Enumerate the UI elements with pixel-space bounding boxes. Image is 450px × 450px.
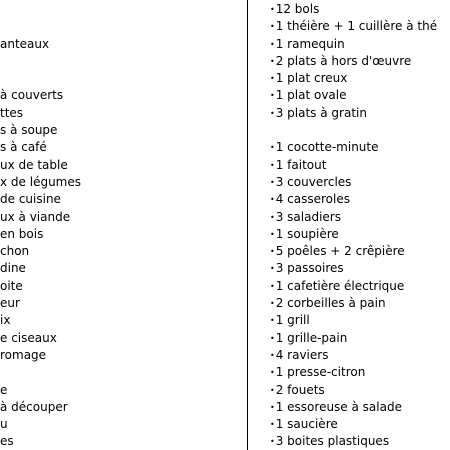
right-list-item <box>270 364 450 381</box>
left-list-item <box>0 157 240 174</box>
right-list-item <box>270 53 450 70</box>
right-list-spacer <box>270 122 450 139</box>
bullet-icon: • <box>270 437 275 447</box>
left-list-item-text: x de légumes <box>0 174 81 189</box>
left-list-item <box>0 433 240 450</box>
bullet-icon: • <box>270 264 275 274</box>
right-list-item <box>270 330 450 347</box>
right-list-item <box>270 87 450 104</box>
left-list-item <box>0 174 240 191</box>
right-list-item <box>270 157 450 174</box>
right-list-item <box>270 399 450 416</box>
left-list-item-text: e ciseaux <box>0 330 57 345</box>
left-list-item <box>0 36 240 53</box>
right-list-item-text: 3 passoires <box>275 261 344 276</box>
bullet-icon: • <box>270 177 275 187</box>
bullet-icon: • <box>270 385 275 395</box>
bullet-icon: • <box>270 108 275 118</box>
left-list-item <box>0 243 240 260</box>
right-list-item <box>270 416 450 433</box>
left-list-item-text: s à café <box>0 140 47 155</box>
left-list-item-text: eur <box>0 296 20 311</box>
left-list-item-text: de cuisine <box>0 192 61 207</box>
left-list-item <box>0 278 240 295</box>
right-list-item-text: 2 fouets <box>275 382 325 397</box>
right-list-item <box>270 278 450 295</box>
left-list-item-text: s à soupe <box>0 123 58 138</box>
right-list-item <box>270 105 450 122</box>
left-list-item-text: en bois <box>0 226 44 241</box>
left-list-item <box>0 87 240 104</box>
bullet-icon: • <box>270 333 275 343</box>
left-list-item <box>0 312 240 329</box>
right-list-item <box>270 382 450 399</box>
right-list-item <box>270 36 450 53</box>
right-list-item-text: 1 plat ovale <box>275 88 347 103</box>
right-list-item-text: 4 casseroles <box>275 192 350 207</box>
left-list-spacer <box>0 364 240 381</box>
left-list-item <box>0 105 240 122</box>
right-list-item <box>270 433 450 450</box>
right-list-item-text: 1 essoreuse à salade <box>275 399 402 414</box>
left-list-item-text: à couverts <box>0 88 64 103</box>
bullet-icon: • <box>270 316 275 326</box>
bullet-icon: • <box>270 212 275 222</box>
left-list-spacer <box>0 18 240 35</box>
left-list-item <box>0 122 240 139</box>
bullet-icon: • <box>270 350 275 360</box>
right-list-item <box>270 70 450 87</box>
right-list-item-text: 1 plat creux <box>275 71 348 86</box>
right-list-item <box>270 174 450 191</box>
left-list-item-text: ux à viande <box>0 209 71 224</box>
left-list-item-text: chon <box>0 244 30 259</box>
bullet-icon: • <box>270 299 275 309</box>
left-list-item-text: u <box>0 417 8 432</box>
bullet-icon: • <box>270 160 275 170</box>
right-list-item-text: 1 grille-pain <box>275 330 348 345</box>
right-list-item-text: 1 cafetière électrique <box>275 278 405 293</box>
left-list-item <box>0 399 240 416</box>
column-divider <box>247 0 248 450</box>
bullet-icon: • <box>270 39 275 49</box>
right-list-item-text: 1 ramequin <box>275 36 345 51</box>
left-list-item-text: es <box>0 434 14 449</box>
left-list-item <box>0 139 240 156</box>
right-list-item <box>270 243 450 260</box>
right-list-item-text: 1 cocotte-minute <box>275 140 379 155</box>
right-list-item <box>270 260 450 277</box>
right-list-item-text: 4 raviers <box>275 347 329 362</box>
left-list-item-text: ix <box>0 313 11 328</box>
right-list-item-text: 5 poêles + 2 crêpière <box>275 244 405 259</box>
bullet-icon: • <box>270 91 275 101</box>
right-list-item-text: 1 soupière <box>275 226 339 241</box>
left-list-item-text: ttes <box>0 105 24 120</box>
left-list-item-text: ux de table <box>0 157 68 172</box>
left-list-item <box>0 191 240 208</box>
bullet-icon: • <box>270 229 275 239</box>
bullet-icon: • <box>270 368 275 378</box>
bullet-icon: • <box>270 143 275 153</box>
right-list-item-text: 3 saladiers <box>275 209 341 224</box>
left-list-item <box>0 347 240 364</box>
left-list-item-text: e <box>0 382 8 397</box>
left-list-item-text: oite <box>0 278 23 293</box>
left-list-item-text: anteaux <box>0 36 50 51</box>
left-list-item <box>0 295 240 312</box>
bullet-icon: • <box>270 195 275 205</box>
right-list-item <box>270 295 450 312</box>
right-list-item-text: 3 plats à gratin <box>275 105 367 120</box>
right-list-item <box>270 209 450 226</box>
right-column-list <box>270 1 450 450</box>
left-list-spacer <box>0 1 240 18</box>
right-list-item <box>270 139 450 156</box>
left-list-item <box>0 260 240 277</box>
right-list-item <box>270 191 450 208</box>
right-list-item-text: 1 presse-citron <box>275 365 366 380</box>
right-list-item-text: 3 couvercles <box>275 174 352 189</box>
left-list-item-text: à découper <box>0 399 68 414</box>
right-list-item <box>270 347 450 364</box>
right-list-item <box>270 226 450 243</box>
right-list-item-text: 1 grill <box>275 313 310 328</box>
bullet-icon: • <box>270 402 275 412</box>
left-list-item-text: dine <box>0 261 26 276</box>
left-list-item <box>0 416 240 433</box>
left-list-item <box>0 382 240 399</box>
bullet-icon: • <box>270 22 275 32</box>
bullet-icon: • <box>270 56 275 66</box>
right-list-item <box>270 312 450 329</box>
left-list-item <box>0 226 240 243</box>
left-list-item <box>0 330 240 347</box>
right-list-item-text: 1 faitout <box>275 157 327 172</box>
right-list-item-text: 12 bols <box>275 2 320 16</box>
bullet-icon: • <box>270 281 275 291</box>
right-list-item <box>270 1 450 18</box>
right-list-item-text: 1 saucière <box>275 417 338 432</box>
left-list-item <box>0 209 240 226</box>
right-list-item-text: 3 boites plastiques <box>275 434 390 449</box>
left-column-list <box>0 1 240 450</box>
left-list-item-text: romage <box>0 347 47 362</box>
bullet-icon: • <box>270 74 275 84</box>
bullet-icon: • <box>270 420 275 430</box>
right-list-item-text: 2 corbeilles à pain <box>275 296 386 311</box>
bullet-icon: • <box>270 247 275 257</box>
left-list-spacer <box>0 53 240 70</box>
bullet-icon: • <box>270 5 275 14</box>
right-list-item <box>270 18 450 35</box>
right-list-item-text: 2 plats à hors d'œuvre <box>275 53 412 68</box>
right-list-item-text: 1 théière + 1 cuillère à thé <box>275 19 438 34</box>
left-list-spacer <box>0 70 240 87</box>
